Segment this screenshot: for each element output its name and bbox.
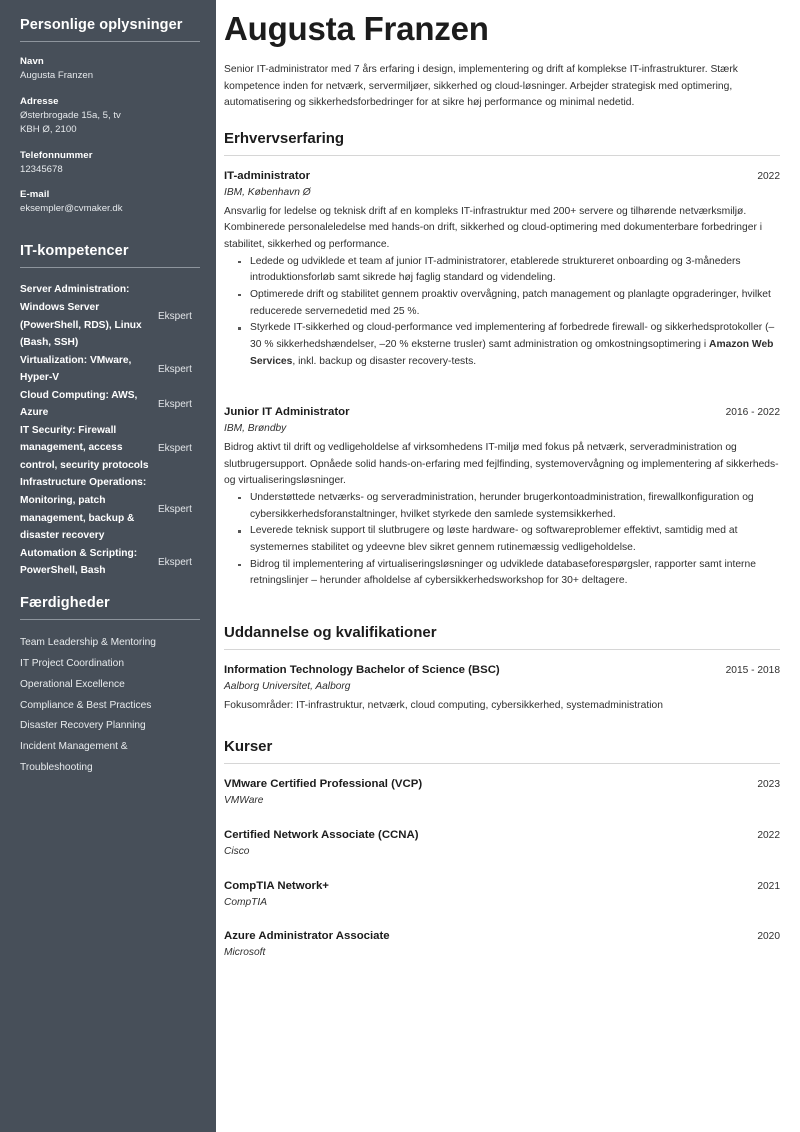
section-divider-courses — [224, 763, 780, 764]
cv-sidebar — [0, 0, 216, 1132]
section-divider-education — [224, 649, 780, 650]
personal-value-navn: Augusta Franzen — [20, 70, 94, 82]
course-provider: Microsoft — [224, 947, 266, 959]
it-skill-name: IT Security: Firewall management, access control, security protocols — [20, 424, 149, 471]
personal-field-telefon — [20, 149, 200, 177]
it-skill-level: Ekspert — [158, 556, 192, 568]
it-skill-level: Ekspert — [158, 504, 192, 516]
it-skill-name: Infrastructure Operations: Monitoring, patch management, backup & disaster recovery — [20, 477, 147, 542]
experience-bullet-list — [224, 254, 780, 371]
sidebar-heading-personal: Personlige oplysninger — [20, 17, 183, 33]
professional-summary: Senior IT-administrator med 7 års erfaring i design, implementering og drift af komplekse IT-infrastrukturer. Stærk kompetence inden for netværk, servermiljøer, sikkerhed og cloud-løsninger. Arbejder strategisk med optimering, automatisering og sikkerhedsforbedringer for at sikre høj performance og minimal nedetid. — [224, 63, 738, 109]
skill-item: Compliance & Best Practices — [20, 699, 152, 711]
it-skill-level: Ekspert — [158, 398, 192, 410]
experience-bullet: Optimerede drift og stabilitet gennem proaktiv overvågning, patch management og planlagte opgraderinger, hvilket reducerede servernedetid med 25 %. — [238, 287, 780, 320]
experience-bullet-list — [224, 490, 780, 590]
skill-item: IT Project Coordination — [20, 657, 125, 669]
course-provider: VMWare — [224, 795, 264, 807]
it-skill-name: Automation & Scripting: PowerShell, Bash — [20, 547, 138, 577]
education-entry-header — [224, 662, 780, 679]
experience-entry-header — [224, 168, 780, 185]
section-heading-experience: Erhvervserfaring — [224, 129, 345, 147]
education-entry — [224, 662, 780, 714]
skill-item: Incident Management & Troubleshooting — [20, 741, 128, 774]
course-entry-header — [224, 878, 780, 895]
sidebar-divider-it-skills — [20, 267, 200, 268]
course-date: 2023 — [757, 779, 780, 791]
sidebar-heading-skills: Færdigheder — [20, 594, 110, 611]
skills-list — [20, 633, 200, 779]
personal-field-email — [20, 188, 200, 216]
personal-value-adresse-line2: KBH Ø, 2100 — [20, 123, 77, 135]
personal-value-telefon: 12345678 — [20, 163, 63, 175]
cv-main — [216, 0, 800, 1132]
course-entry — [224, 928, 780, 962]
course-date: 2022 — [757, 829, 780, 841]
it-skill-row — [20, 422, 200, 475]
experience-employer: IBM, Brøndby — [224, 423, 287, 435]
it-skill-row — [20, 474, 200, 544]
experience-description: Ansvarlig for ledelse og teknisk drift af en kompleks IT-infrastruktur med 200+ servere og tilhørende netværksmiljø. Kombinerede personaleledelse med hands-on drift, sikkerhed og cloud-optimering med dokumenterbare forbedringer i stabilitet, sikkerhed og performance. — [224, 205, 763, 250]
it-skill-row — [20, 352, 200, 387]
experience-bullet: Leverede teknisk support til slutbrugere og løste hardware- og softwareproblemer effektivt, samtidig med at systemernes stabilitet og ydeevne blev sikret gennem rutinemæssig vedligeholdelse. — [238, 523, 780, 556]
it-skill-level: Ekspert — [158, 311, 192, 322]
course-entry-header — [224, 928, 780, 945]
experience-entry — [224, 168, 780, 370]
course-entry — [224, 827, 780, 861]
course-entry — [224, 878, 780, 912]
it-skill-name: Virtualization: VMware, Hyper-V — [20, 354, 132, 384]
it-skill-row — [20, 281, 200, 351]
page-title: Augusta Franzen — [224, 10, 489, 47]
experience-bullet: Styrkede IT-sikkerhed og cloud-performance ved implementering af forbedrede firewall- og sikkerhedsprotokoller (–30 % sikkerhedshændelser, –20 % eksterne trusler) samt administration og omkostningsoptimering i Amazon Web Services, inkl. backup og disaster recovery-tests. — [238, 320, 780, 370]
section-divider-experience — [224, 155, 780, 156]
experience-entry-header — [224, 404, 780, 421]
education-institution: Aalborg Universitet, Aalborg — [224, 681, 351, 693]
experience-employer: IBM, København Ø — [224, 187, 311, 199]
it-skill-row — [20, 545, 200, 580]
course-entry — [224, 776, 780, 810]
experience-description: Bidrog aktivt til drift og vedligeholdelse af virksomhedens IT-miljø med fokus på netværk, serveradministration og slutbrugersupport. Opnåede solid hands-on-erfaring med fejlfinding, systemovervågning og implementering af sikkerheds- og virtualiseringsløsninger. — [224, 441, 779, 487]
personal-label-adresse: Adresse — [20, 95, 59, 107]
skill-item: Team Leadership & Mentoring — [20, 636, 156, 648]
education-description: Fokusområder: IT-infrastruktur, netværk, cloud computing, cybersikkerhed, systemadministration — [224, 699, 663, 711]
skill-item: Operational Excellence — [20, 678, 125, 690]
course-title: CompTIA Network+ — [224, 879, 329, 892]
spacer — [224, 374, 780, 404]
it-skill-name: Server Administration: Windows Server (PowerShell, RDS), Linux (Bash, SSH) — [20, 284, 142, 349]
it-skill-level: Ekspert — [158, 363, 192, 375]
experience-date: 2022 — [757, 170, 780, 182]
course-provider: Cisco — [224, 846, 250, 857]
it-skill-row — [20, 387, 200, 422]
course-date: 2021 — [757, 880, 780, 892]
section-heading-education: Uddannelse og kvalifikationer — [224, 623, 437, 641]
education-degree: Information Technology Bachelor of Science (BSC) — [224, 663, 500, 676]
course-entry-header — [224, 827, 780, 844]
personal-value-adresse-line1: Østerbrogade 15a, 5, tv — [20, 109, 121, 121]
experience-date: 2016 - 2022 — [725, 407, 780, 419]
personal-label-navn: Navn — [20, 56, 44, 68]
experience-entry — [224, 404, 780, 590]
spacer — [224, 718, 780, 738]
spacer — [224, 594, 780, 624]
it-skill-level: Ekspert — [158, 442, 192, 454]
education-date: 2015 - 2018 — [725, 664, 780, 676]
course-title: Certified Network Associate (CCNA) — [224, 828, 419, 841]
it-skills-list — [20, 281, 200, 579]
course-date: 2020 — [757, 931, 780, 943]
section-heading-courses: Kurser — [224, 738, 273, 756]
sidebar-heading-it-skills: IT-kompetencer — [20, 243, 129, 260]
course-title: VMware Certified Professional (VCP) — [224, 778, 423, 791]
experience-bullet: Bidrog til implementering af virtualiseringsløsninger og udviklede databaseforespørgsler, rapporter samt interne retningslinjer – herunder afholdelse af cybersikkerhedsworkshop for 30+ deltagere. — [238, 557, 780, 590]
experience-bullet: Understøttede netværks- og serveradministration, herunder brugerkontoadministration, firewallkonfiguration og cybersikkerhedsforanstaltninger, hvilket styrkede den samlede systemsikkerhed. — [238, 490, 780, 523]
sidebar-divider-personal — [20, 41, 200, 42]
experience-bullet: Ledede og udviklede et team af junior IT-administratorer, etablerede struktureret onboarding og 3-måneders introduktionsforløb samt sikrede høj faglig standard og videndeling. — [238, 254, 780, 287]
course-entry-header — [224, 776, 780, 793]
experience-job-title: IT-administrator — [224, 169, 311, 182]
it-skill-name: Cloud Computing: AWS, Azure — [20, 389, 138, 419]
personal-label-email: E-mail — [20, 189, 50, 201]
skill-item: Disaster Recovery Planning — [20, 720, 146, 732]
sidebar-divider-skills — [20, 619, 200, 620]
course-title: Azure Administrator Associate — [224, 930, 390, 943]
experience-job-title: Junior IT Administrator — [224, 406, 350, 419]
course-provider: CompTIA — [224, 896, 268, 908]
personal-label-telefon: Telefonnummer — [20, 149, 93, 161]
personal-value-email: eksempler@cvmaker.dk — [20, 203, 123, 215]
spacer — [20, 580, 200, 594]
spacer — [20, 228, 200, 242]
personal-field-navn — [20, 55, 200, 83]
personal-field-adresse — [20, 95, 200, 137]
